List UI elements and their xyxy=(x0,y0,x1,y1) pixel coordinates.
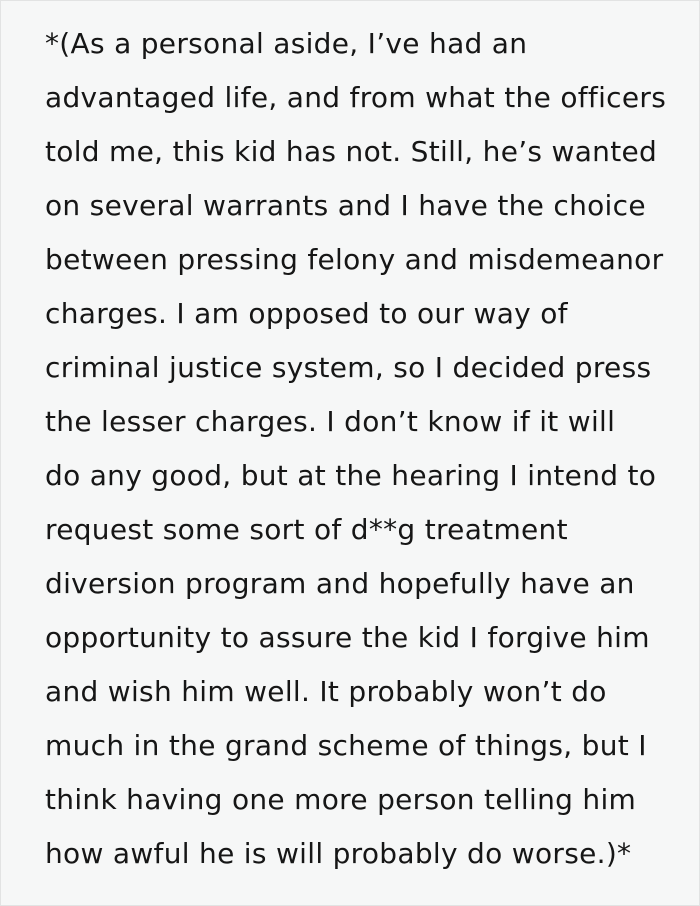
text-line: much in the grand scheme of things, but I xyxy=(45,729,647,762)
text-line: told me, this kid has not. Still, he’s wanted xyxy=(45,135,658,168)
text-line: the lesser charges. I don’t know if it will xyxy=(45,405,616,438)
text-line: *(As a personal aside, I’ve had an xyxy=(45,27,528,60)
quote-paragraph xyxy=(45,17,669,881)
text-line: opportunity to assure the kid I forgive him xyxy=(45,621,650,654)
text-line: between pressing felony and misdemeanor xyxy=(45,243,664,276)
text-line: advantaged life, and from what the officers xyxy=(45,81,667,114)
text-line: on several warrants and I have the choice xyxy=(45,189,646,222)
text-line: think having one more person telling him xyxy=(45,783,637,816)
text-line: do any good, but at the hearing I intend to xyxy=(45,459,657,492)
text-line: criminal justice system, so I decided press xyxy=(45,351,652,384)
text-line: request some sort of d**g treatment xyxy=(45,513,568,546)
text-line: diversion program and hopefully have an xyxy=(45,567,635,600)
text-line: charges. I am opposed to our way of xyxy=(45,297,568,330)
text-line: and wish him well. It probably won’t do xyxy=(45,675,607,708)
text-line: how awful he is will probably do worse.)* xyxy=(45,837,632,870)
